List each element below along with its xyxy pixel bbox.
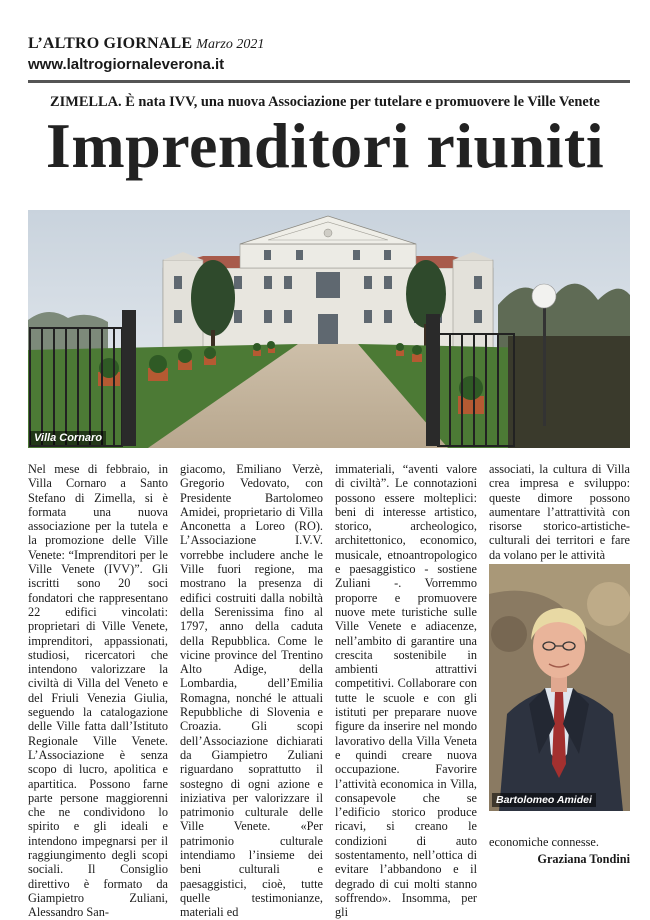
portrait-caption: Bartolomeo Amidei <box>492 793 596 807</box>
article-kicker: ZIMELLA. È nata IVV, una nuova Associazione per tutelare e promuovere le Ville Venete <box>50 94 600 110</box>
villa-illustration <box>28 210 630 448</box>
article-headline: Imprenditori riuniti <box>45 110 605 181</box>
article-column-1: Nel mese di febbraio, in Villa Cornaro a Santo Stefano di Zimella, si è formata una nuova associazione per la tutela e la promozione delle Ville Venete: “Imprenditori per le Ville Venete (IVV)”. Gli iscritti sono 20 soci fondatori che rappresentano 22 edifici vincolati: proprietari di Ville Venete, imprenditori, appassionati, studiosi, ricercatori che intendono valorizzare la civiltà di Villa del Veneto e del Friuli Venezia Giulia, seguendo la catalogazione delle Ville fatta dall’Istituto Regionale Ville Venete. L’Associazione è senza scopo di lucro, apolitica e apartitica. Possono farne parte persone maggiorenni che ne condividono lo spirito e gli ideali e intendono impegnarsi per il raggiungimento degli scopi sociali. Il Consiglio direttivo è formato da Giampietro Zuliani, Alessandro San- <box>28 462 168 920</box>
article-column-2: giacomo, Emiliano Verzè, Gregorio Vedovato, con Presidente Bartolomeo Amidei, proprietario di Villa Anconetta a Loreo (RO). L’Associazione I.V.V. vorrebbe includere anche le Ville fuori regione, ma mostrano la presenza di edifici costruiti dalla nobiltà della Serenissima fino al 1797, anno della caduta della Repubblica. Come le vicine province del Trentino Alto Adige, della Lombardia, dell’Emilia Romagna, nonché le attuali Repubbliche di Slovenia e Croazia. Gli scopi dell’Associazione dichiarati da Giampietro Zuliani riguardano soprattutto il sostegno di ogni azione e iniziativa per valorizzare il patrimonio culturale delle Ville Venete. «Per patrimonio culturale intendiamo l’insieme dei beni culturali e paesaggistici, cioè, tutte quelle testimonianze, materiali ed <box>180 462 323 920</box>
issue-date: Marzo 2021 <box>196 37 265 52</box>
article-author: Graziana Tondini <box>537 852 630 866</box>
article-column-4-tail: economiche connesse. <box>489 835 599 849</box>
villa-photo <box>28 210 630 448</box>
portrait-illustration <box>489 564 630 811</box>
article-column-4: associati, la cultura di Villa crea impresa e sviluppo: queste dimore possono aumentare l’attrattività con risorse storico-artistiche-culturali dei territori e fare da volano per le attività <box>489 462 630 562</box>
masthead <box>28 34 264 74</box>
website-link[interactable]: www.laltrogiornaleverona.it <box>28 55 225 73</box>
photo-caption: Villa Cornaro <box>30 431 106 445</box>
article-column-3: immateriali, “aventi valore di civiltà”. Le connotazioni possono essere molteplici: beni di interesse artistico, storico, archeologico, architettonico, economico, musicale, etnoantropologico e paesaggistico - sostiene Zuliani -. Vorremmo proporre e promuovere nuove mete turistiche sulle Ville Venete e adiacenze, nell’ambito di garantire una crescita sostenibile in ambienti attrattivi competitivi. Collaborare con tutte le scuole e con gli istituti per preparare nuove figure da inserire nel mondo lavorativo della Villa Veneta e quindi creare nuova occupazione. Favorire l’attività economica in Villa, consapevole che se l’edificio storico produce ricavi, si creano le condizioni di auto sostentamento, nell’ottica di evitare l’abbandono e il degrado di cui molti stanno soffrendo». Insomma, per gli <box>335 462 477 920</box>
portrait-photo <box>489 564 630 811</box>
newspaper-name: L’ALTRO GIORNALE <box>28 35 193 52</box>
masthead-rule <box>28 80 630 83</box>
